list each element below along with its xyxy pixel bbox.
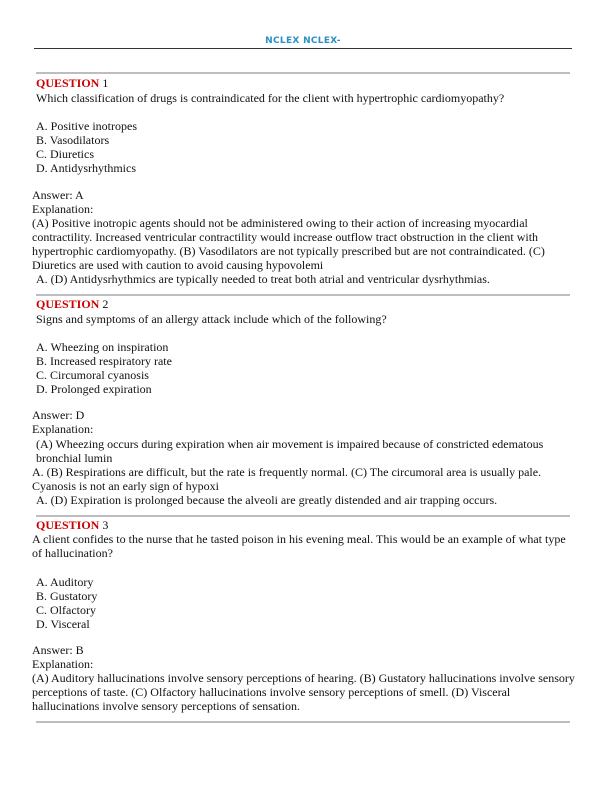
q3-option-d: D. Visceral xyxy=(36,617,90,631)
q1-explanation-line: A. (D) Antidysrhythmics are typically needed to treat both atrial and ventricular dysrhythmias. xyxy=(36,272,490,286)
q2-answer: Answer: D xyxy=(32,408,85,422)
q2-explanation-line: A. (B) Respirations are difficult, but the rate is frequently normal. (C) The circumoral area is usually pale. xyxy=(32,465,542,479)
q2-explanation-label: Explanation: xyxy=(32,422,94,436)
question-3-text: of hallucination? xyxy=(32,546,113,560)
q3-explanation-line: hallucinations involve sensory perceptions of sensation. xyxy=(32,699,300,713)
q1-explanation-line: hypertrophic cardiomyopathy. (B) Vasodilators are not typically prescribed but are not contraindicated. (C) xyxy=(32,244,545,258)
question-3-heading xyxy=(36,518,108,532)
q3-option-c: C. Olfactory xyxy=(36,603,96,617)
separator xyxy=(36,72,570,74)
question-number: 3 xyxy=(102,518,109,532)
q1-explanation-line: Diuretics are used with caution to avoid causing hypovolemi xyxy=(32,258,324,272)
q1-answer: Answer: A xyxy=(32,188,84,202)
q1-explanation-label: Explanation: xyxy=(32,202,94,216)
question-1-text: Which classification of drugs is contraindicated for the client with hypertrophic cardiomyopathy? xyxy=(36,91,505,105)
q2-option-a: A. Wheezing on inspiration xyxy=(36,340,169,354)
q3-answer: Answer: B xyxy=(32,643,84,657)
q3-option-b: B. Gustatory xyxy=(36,589,98,603)
q1-option-c: C. Diuretics xyxy=(36,147,94,161)
question-2-text: Signs and symptoms of an allergy attack include which of the following? xyxy=(36,312,387,326)
q2-option-d: D. Prolonged expiration xyxy=(36,382,152,396)
separator xyxy=(36,294,570,296)
q1-explanation-line: contractility. Increased ventricular contractility would increase outflow tract obstruction in the client with xyxy=(32,230,539,244)
q2-explanation-line: A. (D) Expiration is prolonged because the alveoli are greatly distended and air trapping occurs. xyxy=(36,493,498,507)
question-label: QUESTION xyxy=(36,76,100,90)
question-label: QUESTION xyxy=(36,297,100,311)
question-number: 1 xyxy=(102,76,109,90)
question-2-heading xyxy=(36,297,108,311)
q2-explanation-line: bronchial lumin xyxy=(36,451,113,465)
q3-option-a: A. Auditory xyxy=(36,575,94,589)
q2-explanation-line: Cyanosis is not an early sign of hypoxi xyxy=(32,479,219,493)
question-1-heading xyxy=(36,76,108,90)
q1-option-a: A. Positive inotropes xyxy=(36,119,137,133)
q3-explanation-line: (A) Auditory hallucinations involve sensory perceptions of hearing. (B) Gustatory hallucinations involve sensory xyxy=(32,671,575,685)
question-number: 2 xyxy=(102,297,109,311)
separator xyxy=(36,515,570,517)
q1-option-d: D. Antidysrhythmics xyxy=(36,161,137,175)
question-label: QUESTION xyxy=(36,518,100,532)
header-rule xyxy=(34,48,572,49)
q2-option-b: B. Increased respiratory rate xyxy=(36,354,172,368)
page-header: NCLEX NCLEX- xyxy=(265,36,341,46)
q3-explanation-line: perceptions of taste. (C) Olfactory hallucinations involve sensory perceptions of smell. (D) Visceral xyxy=(32,685,511,699)
q3-explanation-label: Explanation: xyxy=(32,657,94,671)
separator xyxy=(36,721,570,723)
q2-explanation-line: (A) Wheezing occurs during expiration when air movement is impaired because of constricted edematous xyxy=(36,437,544,451)
q1-option-b: B. Vasodilators xyxy=(36,133,110,147)
q2-option-c: C. Circumoral cyanosis xyxy=(36,368,149,382)
question-3-text: A client confides to the nurse that he tasted poison in his evening meal. This would be an example of what type xyxy=(32,532,566,546)
q1-explanation-line: (A) Positive inotropic agents should not be administered owing to their action of increasing myocardial xyxy=(32,216,528,230)
